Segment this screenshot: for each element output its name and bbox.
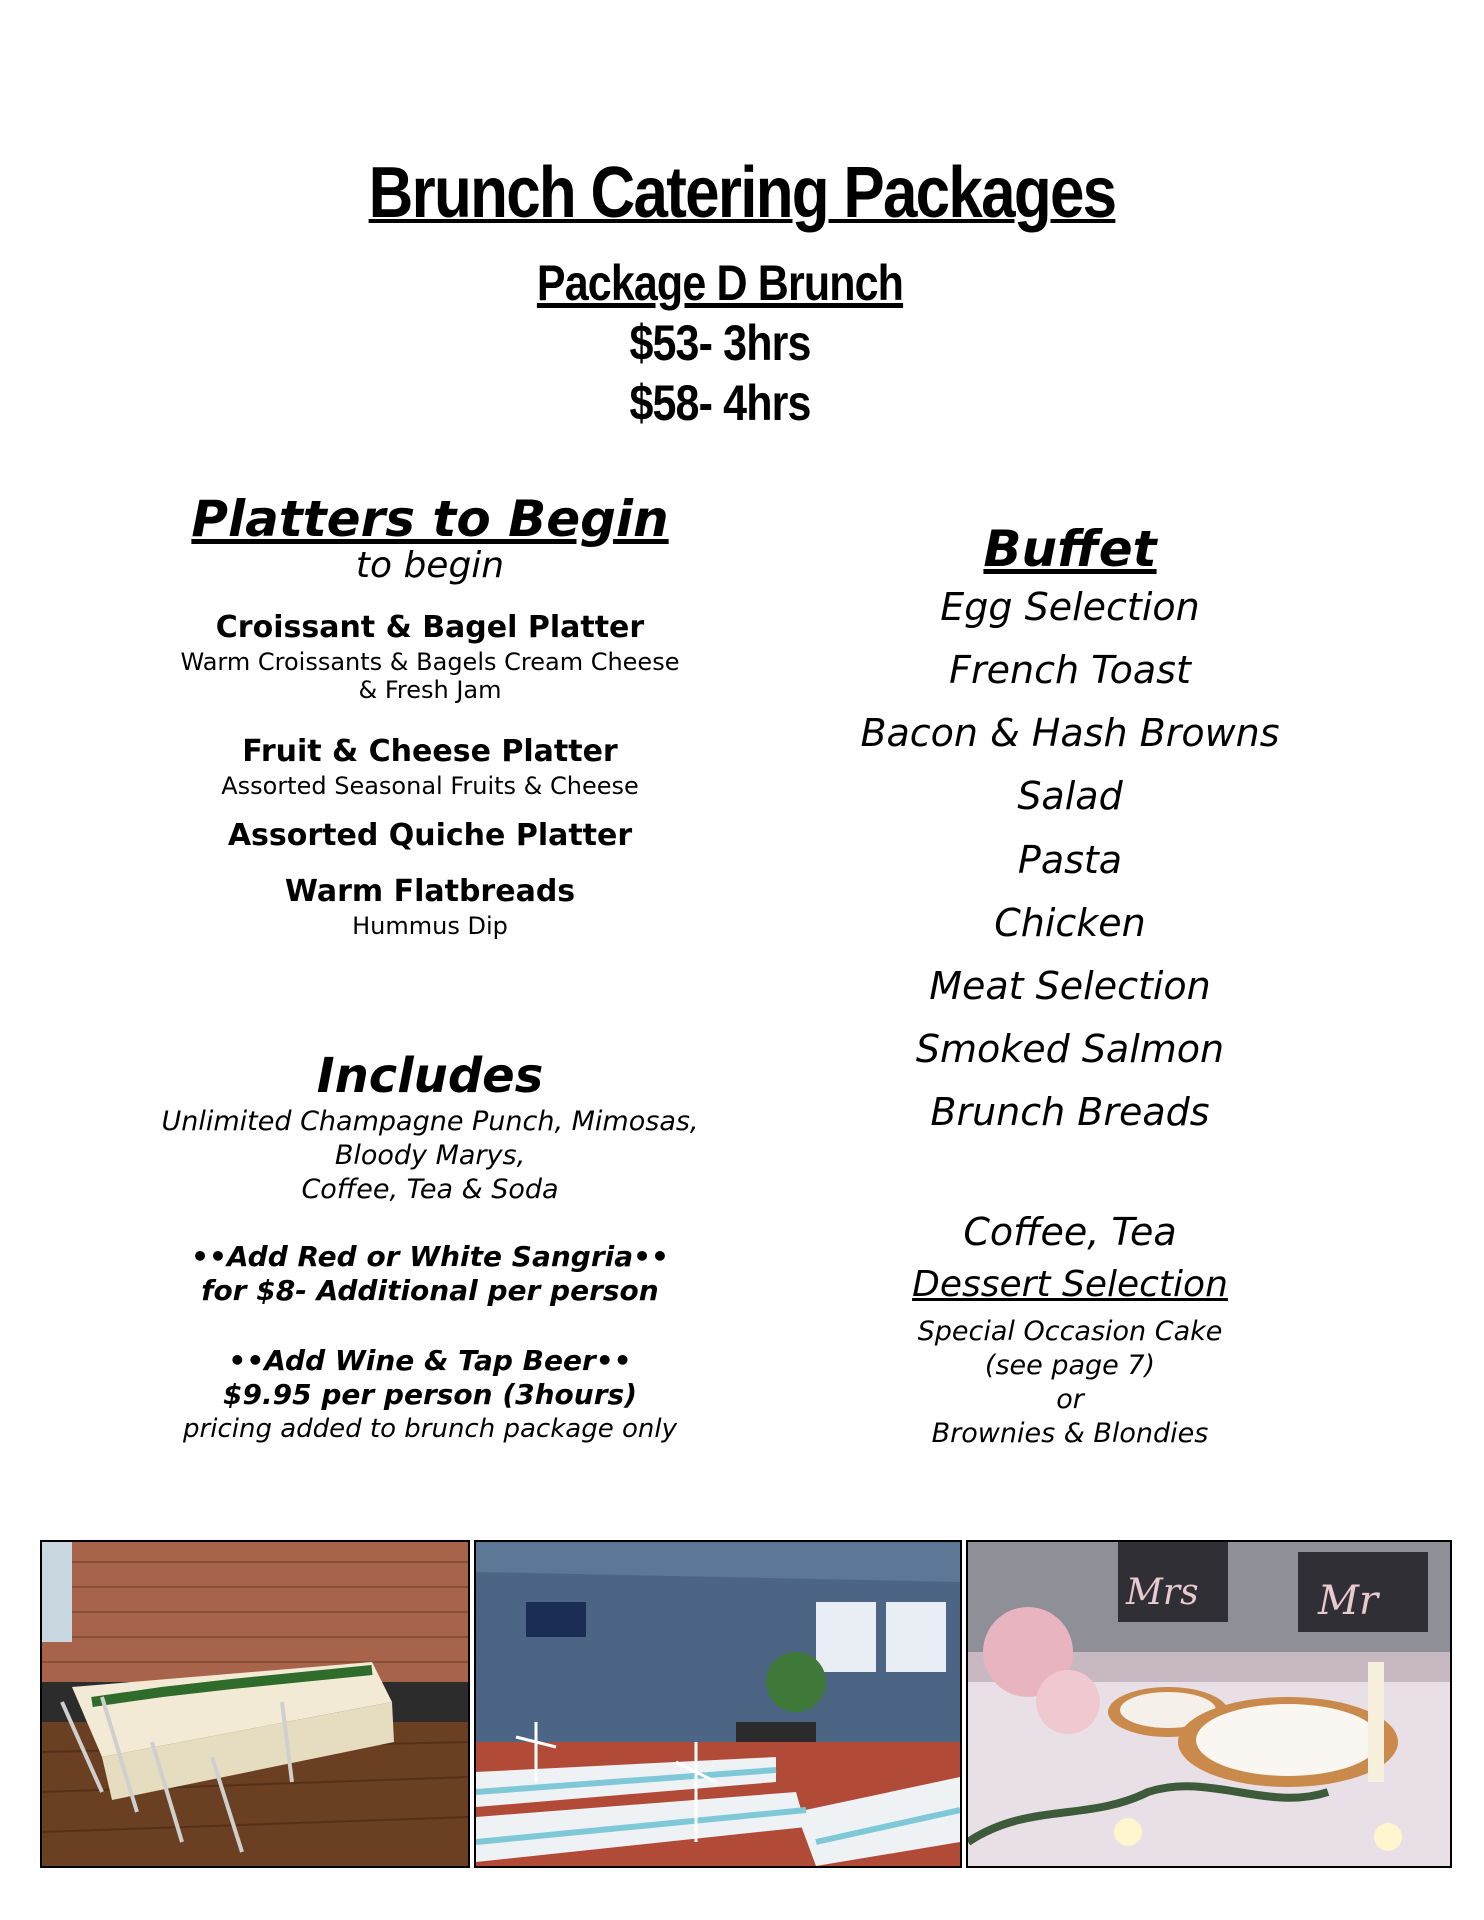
photo-private-room [40,1540,470,1868]
wine-line-3: pricing added to brunch package only [183,1414,677,1444]
platter-desc-flatbreads: Hummus Dip [352,912,508,940]
platter-title-flatbreads: Warm Flatbreads [284,874,576,909]
price-3hrs: $53- 3hrs [629,315,811,371]
buffet-item: Bacon & Hash Browns [860,711,1280,755]
buffet-item: Salad [1017,774,1123,818]
buffet-item: Meat Selection [929,964,1211,1008]
dessert-line-1: Special Occasion Cake [917,1316,1223,1347]
mrs-sign-text: Mrs [1126,1572,1199,1613]
includes-line-1: Unlimited Champagne Punch, Mimosas, [161,1106,699,1137]
dessert-line-4: Brownies & Blondies [931,1418,1209,1449]
dessert-line-2: (see page 7) [984,1350,1156,1381]
buffet-item: French Toast [949,648,1191,692]
photo-table-setting [966,1540,1452,1868]
buffet-item: Brunch Breads [930,1090,1210,1134]
platter-desc-croissant-1: Warm Croissants & Bagels Cream Cheese [180,648,680,676]
package-name: Package D Brunch [536,255,904,311]
mr-sign-text: Mr [1318,1578,1379,1624]
platter-title-quiche: Assorted Quiche Platter [227,818,633,853]
price-4hrs: $58- 4hrs [629,375,811,431]
buffet-heading: Buffet [983,520,1157,578]
wine-line-2: $9.95 per person (3hours) [223,1378,637,1411]
dessert-line-3: or [1056,1384,1084,1415]
page-title: Brunch Catering Packages [368,153,1116,233]
platter-desc-croissant-2: & Fresh Jam [358,676,502,704]
platters-heading: Platters to Begin [191,490,669,548]
buffet-item: Pasta [1017,838,1123,882]
photo-event-hall [474,1540,962,1868]
buffet-item: Egg Selection [940,585,1200,629]
buffet-item: Chicken [994,901,1146,945]
includes-line-3: Coffee, Tea & Soda [301,1174,559,1205]
coffee-tea: Coffee, Tea [963,1210,1177,1254]
platter-title-croissant: Croissant & Bagel Platter [215,610,645,645]
platter-desc-fruit: Assorted Seasonal Fruits & Cheese [221,772,639,800]
includes-line-2: Bloody Marys, [334,1140,526,1171]
platters-subheading: to begin [355,545,505,586]
wine-line-1: ••Add Wine & Tap Beer•• [228,1344,632,1377]
platter-title-fruit: Fruit & Cheese Platter [242,734,618,769]
buffet-item: Smoked Salmon [915,1027,1225,1071]
dessert-heading: Dessert Selection [912,1264,1228,1305]
sangria-line-1: ••Add Red or White Sangria•• [191,1240,669,1273]
sangria-line-2: for $8- Additional per person [201,1274,659,1307]
includes-heading: Includes [316,1048,544,1104]
